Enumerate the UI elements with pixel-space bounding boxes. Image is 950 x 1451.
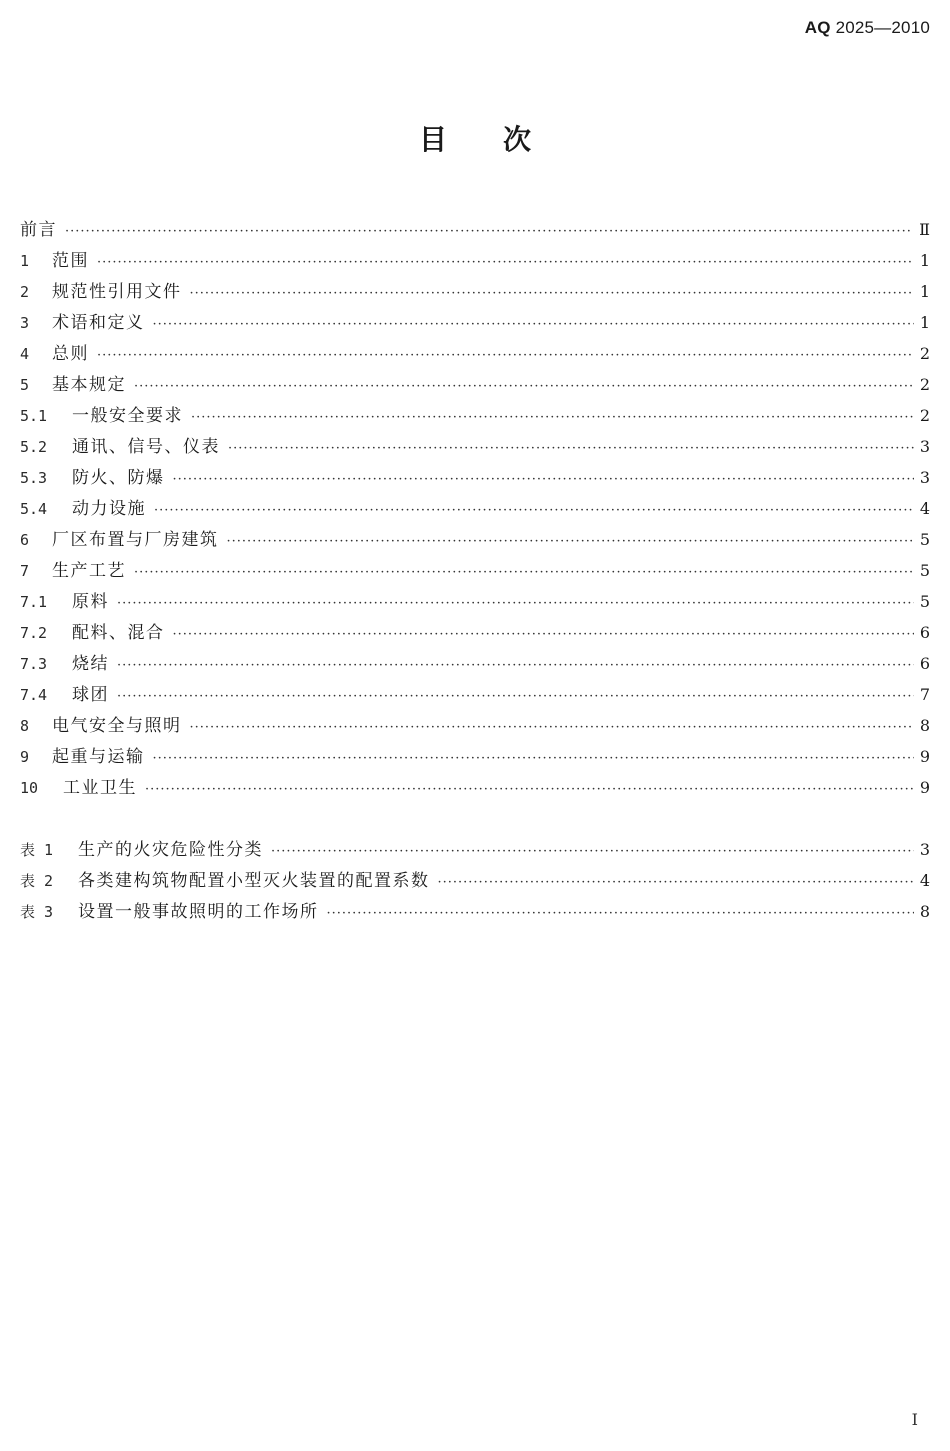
toc-entry-number: 5.2 — [20, 438, 48, 456]
toc-entry-1[interactable] — [20, 245, 930, 276]
toc-entry-page: 5 — [919, 530, 930, 549]
toc-entry-number: 3 — [20, 314, 30, 332]
toc-entry-number: 7.2 — [20, 624, 48, 642]
toc-entry-number: 10 — [20, 779, 39, 797]
toc-entry-title: 厂区布置与厂房建筑 — [52, 530, 219, 550]
toc-leader-dots — [97, 247, 914, 278]
toc-leader-dots — [173, 464, 914, 495]
toc-entry-7-3[interactable] — [20, 648, 930, 679]
toc-entry-3[interactable] — [20, 307, 930, 338]
toc-spacer — [20, 803, 930, 834]
toc-entry-5-4[interactable] — [20, 493, 930, 524]
toc-table-title: 设置一般事故照明的工作场所 — [78, 902, 319, 922]
toc-entry-number: 7.3 — [20, 655, 48, 673]
toc-entry-number: 5 — [20, 376, 30, 394]
toc-entry-number: 8 — [20, 717, 30, 735]
toc-entry-6[interactable] — [20, 524, 930, 555]
toc-entry-title: 规范性引用文件 — [52, 282, 182, 302]
toc-entry-number: 6 — [20, 531, 30, 549]
toc-entry-title: 术语和定义 — [52, 313, 145, 333]
toc-leader-dots — [228, 433, 914, 464]
toc-entry-10[interactable] — [20, 772, 930, 803]
toc-leader-dots — [153, 743, 914, 774]
toc-entry-title: 配料、混合 — [72, 623, 165, 643]
toc-leader-dots — [117, 650, 914, 681]
toc-entry-title: 烧结 — [72, 654, 109, 674]
toc-table-page: 8 — [919, 902, 930, 921]
toc-entry-page: 9 — [919, 747, 930, 766]
table-of-contents — [20, 214, 930, 927]
toc-leader-dots — [134, 371, 914, 402]
standard-number: 2025—2010 — [835, 18, 930, 37]
toc-leader-dots — [271, 836, 914, 867]
toc-leader-dots — [145, 774, 914, 805]
toc-leader-dots — [438, 867, 914, 898]
toc-leader-dots — [117, 681, 914, 712]
toc-table-entry-2[interactable] — [20, 865, 930, 896]
toc-entry-number: 5.1 — [20, 407, 48, 425]
toc-table-number: 表 1 — [20, 841, 54, 859]
toc-entry-number: 7.1 — [20, 593, 48, 611]
toc-entry-title: 总则 — [52, 344, 89, 364]
toc-entry-5-2[interactable] — [20, 431, 930, 462]
toc-entry-title: 范围 — [52, 251, 89, 271]
toc-entry-title: 动力设施 — [72, 499, 146, 519]
toc-leader-dots — [227, 526, 914, 557]
toc-leader-dots — [327, 898, 914, 929]
toc-entry-page: 5 — [919, 592, 930, 611]
toc-entry-8[interactable] — [20, 710, 930, 741]
toc-entry-page: 9 — [919, 778, 930, 797]
toc-entry-title: 工业卫生 — [63, 778, 137, 798]
toc-leader-dots — [154, 495, 914, 526]
toc-entry-7-2[interactable] — [20, 617, 930, 648]
toc-entry-9[interactable] — [20, 741, 930, 772]
toc-entry-page: 7 — [919, 685, 930, 704]
toc-entry-title: 起重与运输 — [52, 747, 145, 767]
standard-code — [805, 18, 930, 38]
toc-entry-number: 5.4 — [20, 500, 48, 518]
toc-entry-page: 2 — [919, 344, 930, 363]
page-title: 目次 — [418, 123, 587, 156]
toc-leader-dots — [97, 340, 914, 371]
toc-entry-7-4[interactable] — [20, 679, 930, 710]
toc-leader-dots — [190, 712, 914, 743]
toc-entry-page: 4 — [919, 499, 930, 518]
toc-entry-title: 基本规定 — [52, 375, 126, 395]
standard-prefix: AQ — [804, 18, 831, 37]
toc-leader-dots — [153, 309, 914, 340]
toc-entry-page: 3 — [919, 437, 930, 456]
toc-entry-number: 4 — [20, 345, 30, 363]
toc-entry-number: 2 — [20, 283, 30, 301]
toc-leader-dots — [134, 557, 914, 588]
toc-entry-5-3[interactable] — [20, 462, 930, 493]
toc-entry-5-1[interactable] — [20, 400, 930, 431]
toc-leader-dots — [191, 402, 914, 433]
toc-entry-4[interactable] — [20, 338, 930, 369]
toc-entry-page: 1 — [919, 313, 930, 332]
toc-table-entry-1[interactable] — [20, 834, 930, 865]
toc-entry-title: 球团 — [72, 685, 109, 705]
toc-entry-page: 8 — [919, 716, 930, 735]
toc-table-title: 各类建构筑物配置小型灭火装置的配置系数 — [78, 871, 430, 891]
toc-table-page: 3 — [919, 840, 930, 859]
toc-entry-page: 6 — [919, 654, 930, 673]
toc-leader-dots — [65, 216, 913, 247]
toc-entry-number: 5.3 — [20, 469, 48, 487]
toc-entry-5[interactable] — [20, 369, 930, 400]
toc-entry-title: 一般安全要求 — [72, 406, 183, 426]
toc-entry-page: 3 — [919, 468, 930, 487]
toc-entry-number: 9 — [20, 748, 30, 766]
toc-entry-7-1[interactable] — [20, 586, 930, 617]
toc-entry-title: 生产工艺 — [52, 561, 126, 581]
toc-entry-page: 2 — [919, 375, 930, 394]
toc-table-entry-3[interactable] — [20, 896, 930, 927]
toc-entry-title: 防火、防爆 — [72, 468, 165, 488]
toc-entry-page: 1 — [919, 282, 930, 301]
toc-entry-7[interactable] — [20, 555, 930, 586]
toc-entry-page: 1 — [919, 251, 930, 270]
toc-entry-title: 前言 — [20, 220, 57, 240]
toc-entry-2[interactable] — [20, 276, 930, 307]
toc-entry-number: 1 — [20, 252, 30, 270]
toc-entry-page: 5 — [919, 561, 930, 580]
toc-table-number: 表 3 — [20, 903, 54, 921]
toc-entry-foreword[interactable] — [20, 214, 930, 245]
toc-leader-dots — [190, 278, 914, 309]
toc-table-title: 生产的火灾危险性分类 — [78, 840, 263, 860]
toc-leader-dots — [117, 588, 914, 619]
toc-entry-number: 7 — [20, 562, 30, 580]
footer-page-number: Ⅰ — [911, 1410, 918, 1429]
toc-entry-number: 7.4 — [20, 686, 48, 704]
toc-entry-page: Ⅱ — [919, 220, 930, 239]
toc-entry-title: 电气安全与照明 — [52, 716, 182, 736]
toc-entry-title: 通讯、信号、仪表 — [72, 437, 220, 457]
toc-leader-dots — [173, 619, 914, 650]
toc-entry-page: 6 — [919, 623, 930, 642]
toc-entry-page: 2 — [919, 406, 930, 425]
toc-table-number: 表 2 — [20, 872, 54, 890]
toc-entry-title: 原料 — [72, 592, 109, 612]
toc-table-page: 4 — [919, 871, 930, 890]
